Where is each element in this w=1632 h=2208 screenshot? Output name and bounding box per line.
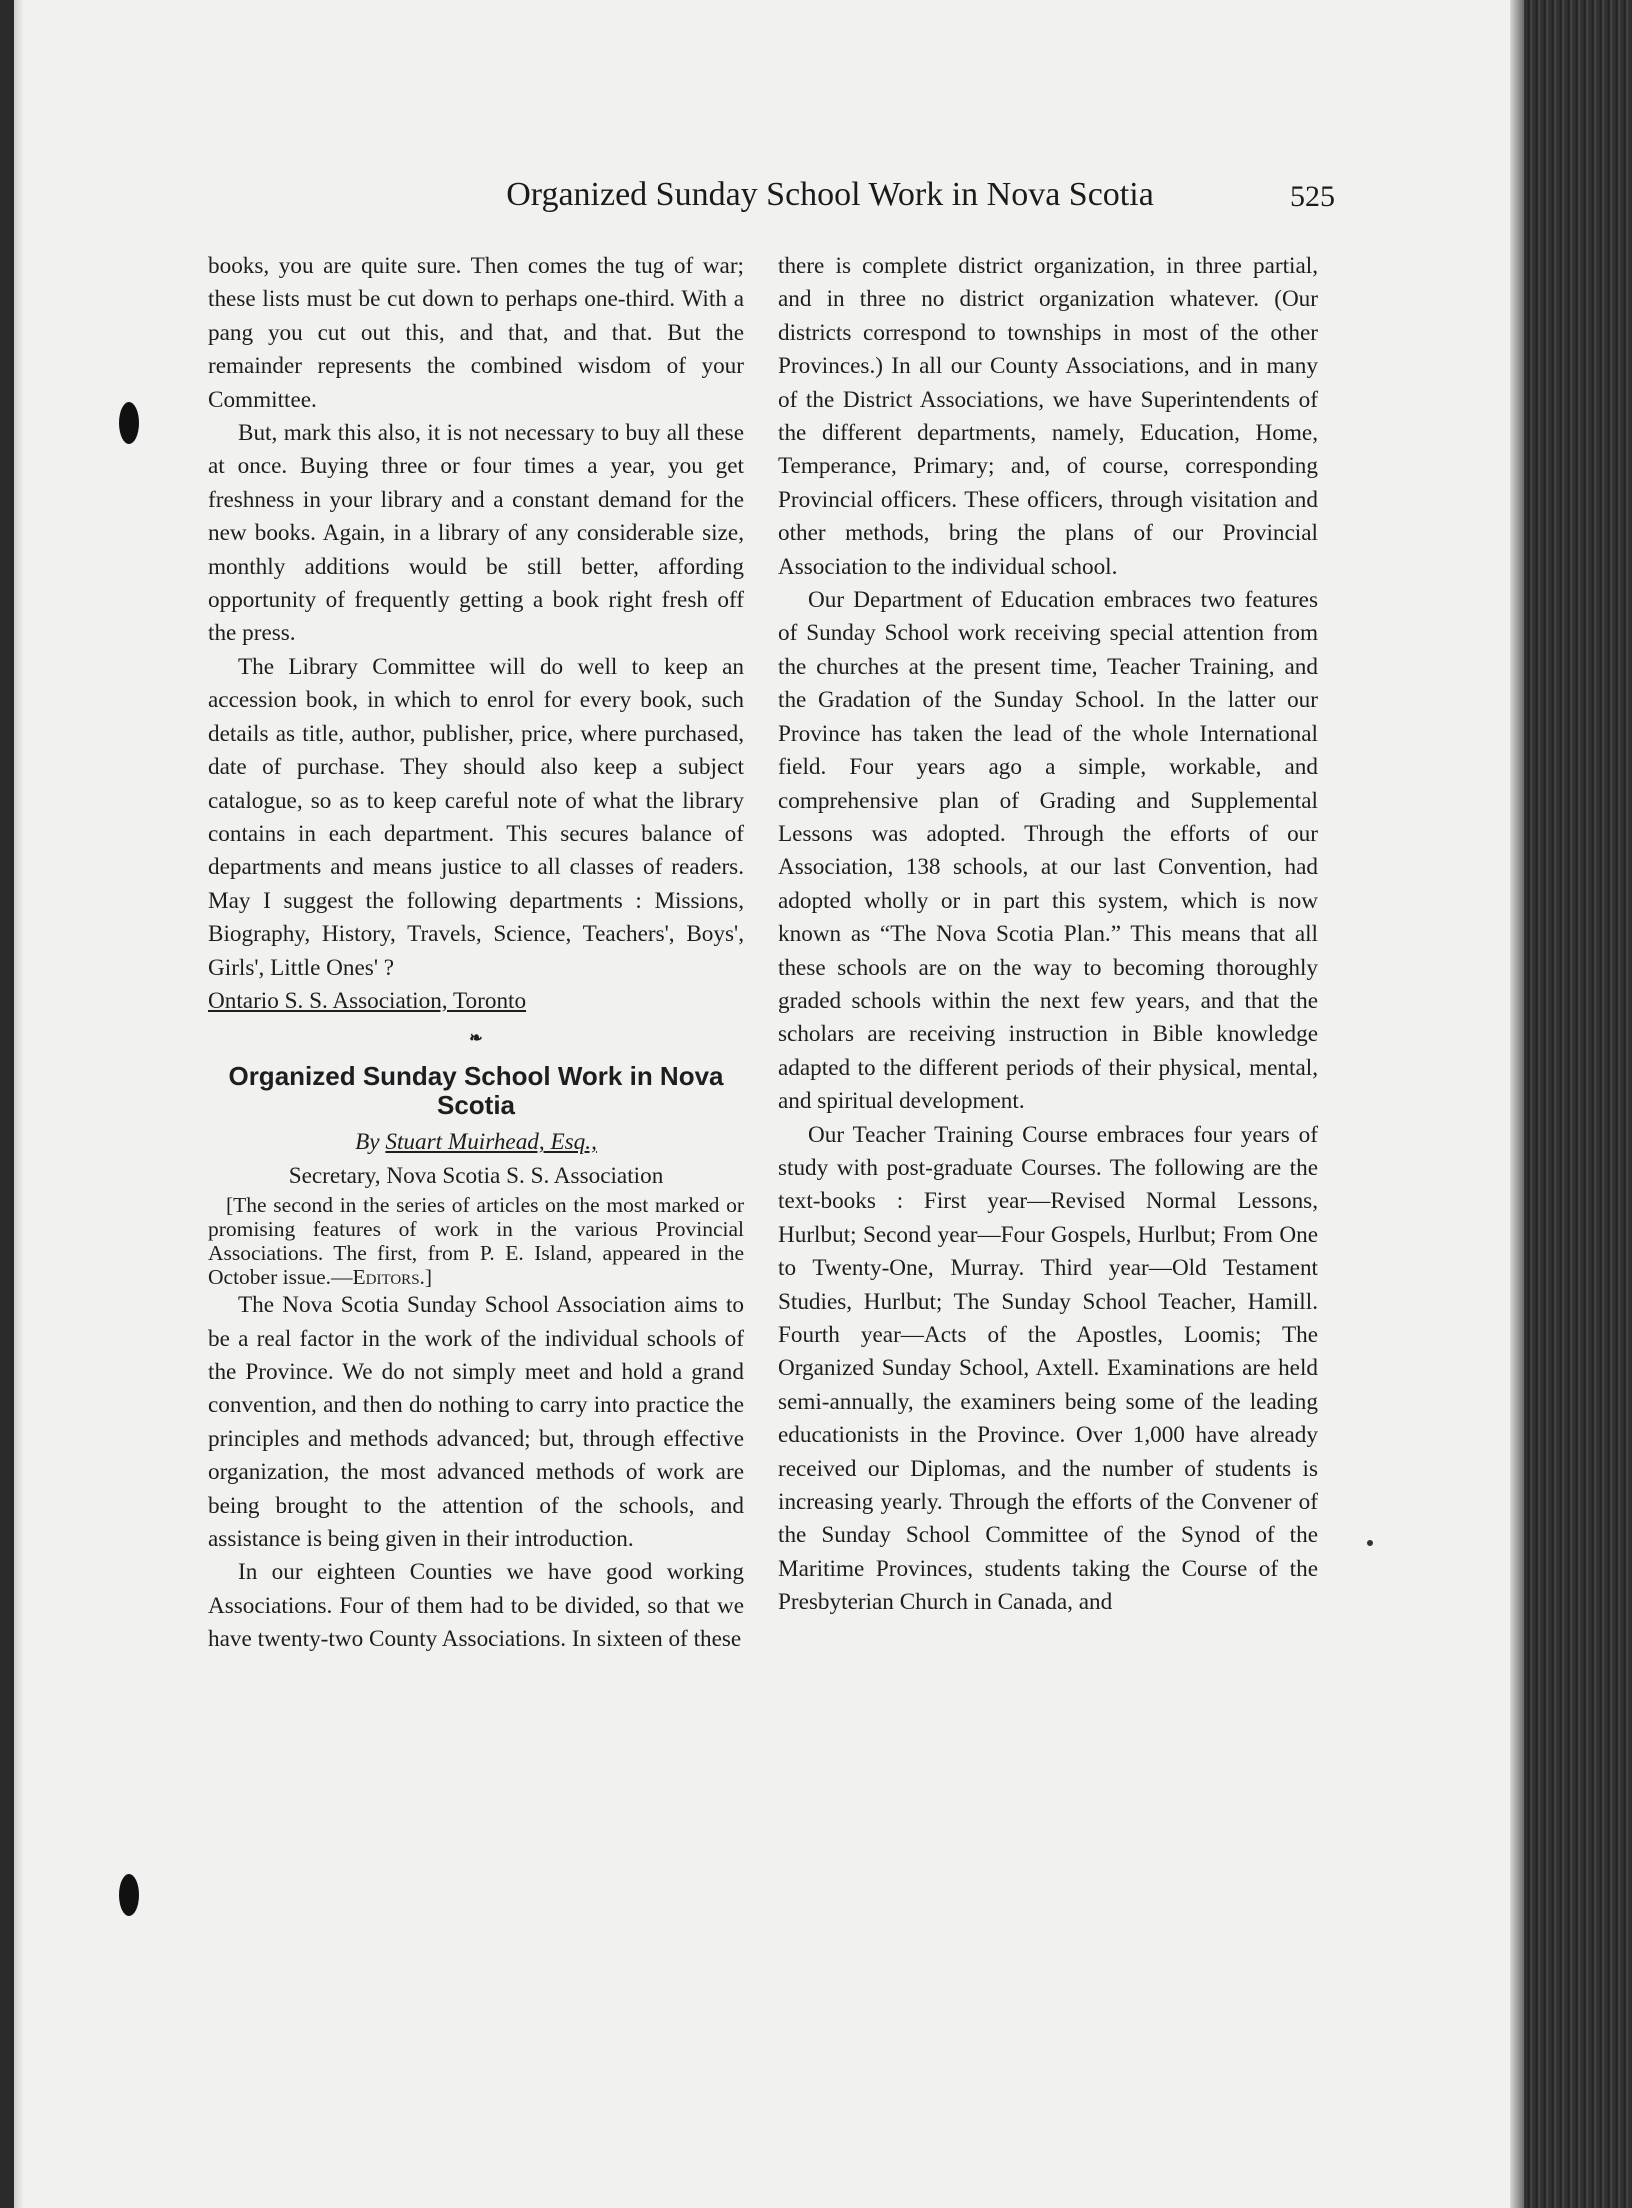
- book-page-edges: [1510, 0, 1632, 2208]
- byline-prefix: By: [355, 1129, 380, 1156]
- page-number: 525: [1290, 180, 1335, 213]
- left-paragraph-3: The Library Committee will do well to keep an accession book, in which to enrol for every book, such details as title, author, publisher, price, where purchased, date of purchase. They should also keep a subject catalogue, so as to keep careful note of what the library contains in each department. This secures balance of departments and means justice to all classes of readers. May I suggest the following departments : Missions, Biography, History, Travels, Science, Teachers', Boys', Girls', Little Ones' ?: [208, 653, 744, 981]
- right-paragraph-1: there is complete district organization, in three partial, and in three no district organization whatever. (Our districts correspond to townships in most of the other Provinces.) In all our County Associations, and in many of the District Associations, we have Superintendents of the different departments, namely, Education, Home, Temperance, Primary; and, of course, corresponding Provincial officers. These officers, through visitation and other methods, bring the plans of our Provincial Association to the individual school.: [778, 253, 1318, 580]
- editor-note-signoff: Editors.]: [352, 1265, 433, 1290]
- facing-page-edge: [0, 0, 14, 2208]
- left-paragraph-1: books, you are quite sure. Then comes the tug of war; these lists must be cut down to perhaps one-third. With a pang you cut out this, and that, and that. But the remainder represents the combined wisdom of your Committee.: [208, 253, 744, 413]
- attribution-signature: Ontario S. S. Association, Toronto: [208, 987, 527, 1014]
- author-name: Stuart Muirhead, Esq.,: [385, 1129, 597, 1156]
- author-affiliation: Secretary, Nova Scotia S. S. Association: [288, 1162, 664, 1189]
- right-paragraph-3: Our Teacher Training Course embraces four years of study with post-graduate Courses. The following are the text-books : First year—Revised Normal Lessons, Hurlbut; Second year—Four Gospels, Hurlbut; From One to Twenty-One, Murray. Third year—Old Testament Studies, Hurlbut; The Sunday School Teacher, Hamill. Fourth year—Acts of the Apostles, Loomis; The Organized Sunday School, Axtell. Examinations are held semi-annually, the examiners being some of the leading educationists in the Province. Over 1,000 have already received our Diplomas, and the number of students is increasing yearly. Through the efforts of the Convener of the Sunday School Committee of the Synod of the Maritime Provinces, students taking the Course of the Presbyterian Church in Canada, and: [778, 1121, 1318, 1616]
- editor-note: [208, 1193, 744, 1289]
- right-paragraph-2: Our Department of Education embraces two features of Sunday School work receiving special attention from the churches at the present time, Teacher Training, and the Gradation of the Sunday School. In the latter our Province has taken the lead of the whole International field. Four years ago a simple, workable, and comprehensive plan of Grading and Supplemental Lessons was adopted. Through the efforts of our Association, 138 schools, at our last Convention, had adopted wholly or in part this system, which is now known as “The Nova Scotia Plan.” This means that all these schools are on the way to becoming thoroughly graded schools within the next few years, and that the scholars are receiving instruction in Bible knowledge adapted to the different periods of their physical, mental, and spiritual development.: [778, 587, 1318, 1115]
- section-ornament: ❧: [469, 1030, 483, 1048]
- ink-speck: [1367, 1540, 1373, 1546]
- editor-note-text: [The second in the series of articles on the most marked or promising features of work in the various Provincial Associations. The first, from P. E. Island, appeared in the October issue.—: [208, 1193, 744, 1290]
- left-paragraph-4: The Nova Scotia Sunday School Association aims to be a real factor in the work of the individual schools of the Province. We do not simply meet and hold a grand convention, and then do nothing to carry into practice the principles and methods advanced; but, through effective organization, the most advanced methods of work are being brought to the attention of the schools, and assistance is being given in their introduction.: [208, 1292, 744, 1552]
- left-paragraph-5: In our eighteen Counties we have good working Associations. Four of them had to be divided, so that we have twenty-two County Associations. In sixteen of these: [208, 1559, 744, 1653]
- punch-hole-top: [119, 402, 139, 444]
- left-paragraph-2: But, mark this also, it is not necessary to buy all these at once. Buying three or four times a year, you get freshness in your library and a constant demand for the new books. Again, in a library of any considerable size, monthly additions would be still better, affording opportunity of frequently getting a book right fresh off the press.: [208, 420, 744, 647]
- article-title: Organized Sunday School Work in Nova Scotia: [228, 1061, 724, 1121]
- running-title: Organized Sunday School Work in Nova Scotia: [506, 176, 1154, 213]
- byline: [208, 1126, 744, 1159]
- right-column: [778, 250, 1318, 1620]
- page-gutter-shadow: [14, 0, 24, 2208]
- punch-hole-bottom: [119, 1874, 139, 1916]
- left-column: [208, 250, 744, 1657]
